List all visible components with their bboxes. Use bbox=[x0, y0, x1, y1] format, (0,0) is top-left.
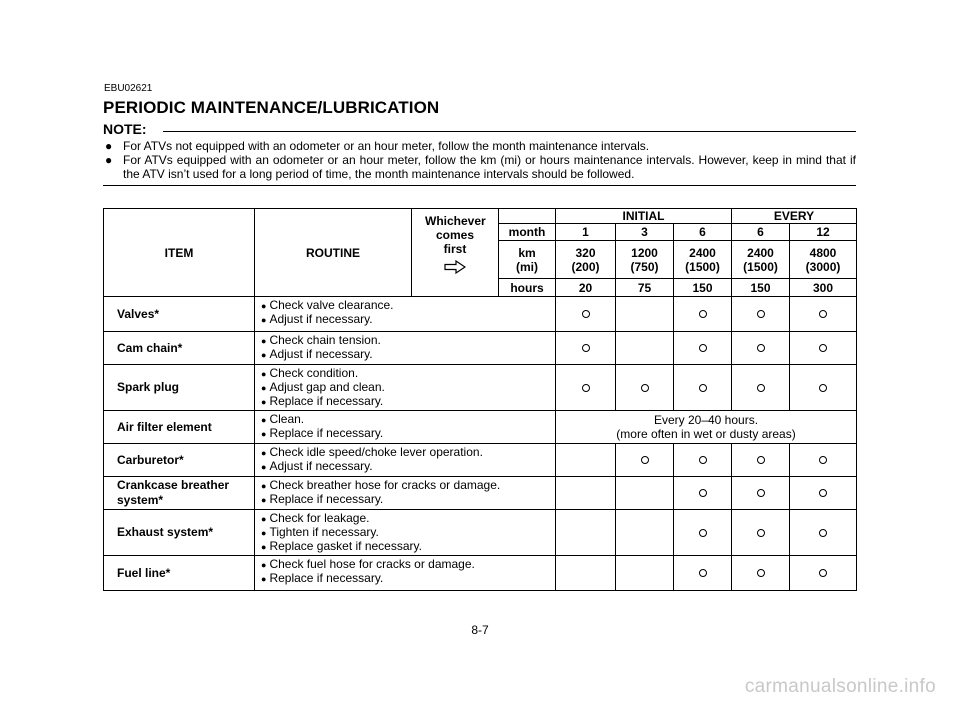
routine-text: Check valve clearance. bbox=[269, 298, 394, 312]
note-item bbox=[103, 153, 856, 181]
routine-line bbox=[261, 427, 555, 441]
header-whichever bbox=[412, 209, 499, 279]
routine-line bbox=[261, 334, 555, 348]
header-initial: INITIAL bbox=[556, 209, 732, 224]
routine-text: Check condition. bbox=[269, 366, 359, 380]
bullet-icon: ● bbox=[261, 336, 267, 346]
routine-text: Check for leakage. bbox=[269, 511, 370, 525]
routine-cell bbox=[255, 297, 556, 332]
routine-line bbox=[261, 540, 555, 554]
interval-cell bbox=[616, 444, 674, 477]
check-circle-icon bbox=[582, 384, 590, 392]
routine-cell bbox=[255, 510, 556, 556]
km-value: 1200 bbox=[631, 245, 658, 260]
check-circle-icon bbox=[757, 384, 765, 392]
routine-text: Tighten if necessary. bbox=[269, 525, 379, 539]
interval-cell bbox=[556, 332, 616, 365]
item-name: Fuel line* bbox=[104, 556, 255, 591]
check-circle-icon bbox=[819, 529, 827, 537]
note-label: NOTE: bbox=[103, 121, 147, 137]
interval-cell bbox=[556, 477, 616, 510]
interval-cell bbox=[616, 477, 674, 510]
km-value: 2400 bbox=[747, 245, 774, 260]
header-hours-2: 75 bbox=[616, 279, 674, 297]
routine-cell bbox=[255, 332, 556, 365]
bullet-icon: ● bbox=[105, 139, 113, 153]
table-row bbox=[104, 444, 857, 477]
km-value: 320 bbox=[575, 245, 596, 260]
table-row bbox=[104, 510, 857, 556]
check-circle-icon bbox=[757, 569, 765, 577]
header-whichever-foot bbox=[412, 279, 499, 297]
interval-cell bbox=[732, 510, 790, 556]
interval-note bbox=[556, 411, 857, 444]
check-circle-icon bbox=[641, 384, 649, 392]
item-name: Spark plug bbox=[104, 365, 255, 411]
interval-note-line: Every 20–40 hours. bbox=[653, 413, 759, 427]
bullet-icon: ● bbox=[261, 315, 267, 325]
routine-line bbox=[261, 381, 555, 395]
routine-line bbox=[261, 313, 555, 327]
routine-text: Replace gasket if necessary. bbox=[269, 539, 422, 553]
note-text: For ATVs equipped with an odometer or an hour meter, follow the km (mi) or hours maintenance intervals. However, keep in mind that if the ATV isn’t used for a long period of time, the month maintenance intervals should be followed. bbox=[123, 153, 856, 181]
interval-cell bbox=[790, 297, 857, 332]
watermark: carmanualsonline.info bbox=[744, 676, 936, 697]
interval-cell bbox=[616, 510, 674, 556]
bullet-icon: ● bbox=[261, 397, 267, 407]
header-km-5 bbox=[790, 241, 857, 279]
interval-cell bbox=[556, 365, 616, 411]
interval-cell bbox=[790, 556, 857, 591]
bullet-icon: ● bbox=[261, 429, 267, 439]
check-circle-icon bbox=[699, 569, 707, 577]
interval-cell bbox=[674, 477, 732, 510]
header-month-1: 1 bbox=[556, 224, 616, 241]
check-circle-icon bbox=[699, 384, 707, 392]
check-circle-icon bbox=[819, 384, 827, 392]
item-name: Exhaust system* bbox=[104, 510, 255, 556]
routine-text: Replace if necessary. bbox=[269, 492, 384, 506]
routine-text: Check fuel hose for cracks or damage. bbox=[269, 557, 475, 571]
header-month-4: 6 bbox=[732, 224, 790, 241]
header-km-1 bbox=[556, 241, 616, 279]
check-circle-icon bbox=[819, 310, 827, 318]
check-circle-icon bbox=[699, 529, 707, 537]
routine-text: Check chain tension. bbox=[269, 333, 381, 347]
maintenance-table bbox=[103, 208, 857, 591]
interval-cell bbox=[674, 556, 732, 591]
table-row bbox=[104, 332, 857, 365]
check-circle-icon bbox=[582, 344, 590, 352]
routine-cell bbox=[255, 411, 556, 444]
bullet-icon: ● bbox=[261, 514, 267, 524]
routine-line bbox=[261, 446, 555, 460]
header-km-3 bbox=[674, 241, 732, 279]
item-name: Carburetor* bbox=[104, 444, 255, 477]
interval-note-line: (more often in wet or dusty areas) bbox=[616, 427, 796, 441]
header-hours-1: 20 bbox=[556, 279, 616, 297]
routine-text: Adjust if necessary. bbox=[269, 312, 373, 326]
check-circle-icon bbox=[699, 489, 707, 497]
header-month-3: 6 bbox=[674, 224, 732, 241]
routine-text: Adjust if necessary. bbox=[269, 459, 373, 473]
routine-line bbox=[261, 512, 555, 526]
interval-cell bbox=[732, 332, 790, 365]
bullet-icon: ● bbox=[261, 574, 267, 584]
interval-cell bbox=[616, 365, 674, 411]
routine-text: Check breather hose for cracks or damage. bbox=[269, 478, 501, 492]
routine-line bbox=[261, 299, 555, 313]
bullet-icon: ● bbox=[261, 495, 267, 505]
bullet-icon: ● bbox=[261, 448, 267, 458]
check-circle-icon bbox=[757, 456, 765, 464]
interval-cell bbox=[790, 510, 857, 556]
routine-text: Clean. bbox=[269, 412, 305, 426]
interval-cell bbox=[674, 365, 732, 411]
interval-cell bbox=[732, 365, 790, 411]
note-bottom-rule bbox=[103, 185, 856, 186]
check-circle-icon bbox=[819, 456, 827, 464]
routine-line bbox=[261, 558, 555, 572]
check-circle-icon bbox=[699, 456, 707, 464]
mi-value: (1500) bbox=[743, 259, 778, 274]
check-circle-icon bbox=[699, 344, 707, 352]
header-routine: ROUTINE bbox=[255, 209, 412, 297]
interval-cell bbox=[616, 556, 674, 591]
interval-cell bbox=[674, 444, 732, 477]
bullet-icon: ● bbox=[261, 560, 267, 570]
check-circle-icon bbox=[819, 569, 827, 577]
check-circle-icon bbox=[757, 489, 765, 497]
km-value: 2400 bbox=[689, 245, 716, 260]
interval-cell bbox=[616, 297, 674, 332]
check-circle-icon bbox=[757, 310, 765, 318]
routine-line bbox=[261, 348, 555, 362]
bullet-icon: ● bbox=[261, 462, 267, 472]
interval-cell bbox=[732, 444, 790, 477]
bullet-icon: ● bbox=[261, 481, 267, 491]
right-arrow-outline-icon bbox=[444, 260, 466, 274]
routine-cell bbox=[255, 444, 556, 477]
mi-value: (200) bbox=[571, 259, 600, 274]
header-hours-4: 150 bbox=[732, 279, 790, 297]
item-name: Air filter element bbox=[104, 411, 255, 444]
note-text: For ATVs not equipped with an odometer or an hour meter, follow the month maintenance intervals. bbox=[123, 139, 650, 153]
header-item: ITEM bbox=[104, 209, 255, 297]
km-label: km bbox=[518, 245, 536, 260]
check-circle-icon bbox=[757, 344, 765, 352]
check-circle-icon bbox=[582, 310, 590, 318]
table-row bbox=[104, 297, 857, 332]
bullet-icon: ● bbox=[261, 528, 267, 538]
routine-line bbox=[261, 493, 555, 507]
mi-value: (750) bbox=[630, 259, 659, 274]
routine-line bbox=[261, 479, 555, 493]
routine-text: Adjust gap and clean. bbox=[269, 380, 385, 394]
routine-text: Check idle speed/choke lever operation. bbox=[269, 445, 483, 459]
check-circle-icon bbox=[699, 310, 707, 318]
routine-line bbox=[261, 413, 555, 427]
bullet-icon: ● bbox=[261, 369, 267, 379]
interval-cell bbox=[732, 556, 790, 591]
routine-text: Replace if necessary. bbox=[269, 571, 384, 585]
header-month-5: 12 bbox=[790, 224, 857, 241]
routine-text: Replace if necessary. bbox=[269, 426, 384, 440]
header-every: EVERY bbox=[732, 209, 857, 224]
item-name: Cam chain* bbox=[104, 332, 255, 365]
routine-cell bbox=[255, 556, 556, 591]
header-km-4 bbox=[732, 241, 790, 279]
interval-cell bbox=[674, 297, 732, 332]
routine-text: Replace if necessary. bbox=[269, 394, 384, 408]
table-row bbox=[104, 411, 857, 444]
bullet-icon: ● bbox=[261, 542, 267, 552]
table-row bbox=[104, 556, 857, 591]
item-name: Crankcase breather system* bbox=[104, 477, 255, 510]
interval-cell bbox=[790, 365, 857, 411]
mi-label: (mi) bbox=[516, 259, 538, 274]
header-km-label bbox=[499, 241, 556, 279]
check-circle-icon bbox=[641, 456, 649, 464]
km-value: 4800 bbox=[809, 245, 837, 260]
interval-cell bbox=[556, 297, 616, 332]
note-body bbox=[103, 139, 856, 181]
check-circle-icon bbox=[819, 489, 827, 497]
interval-cell bbox=[674, 510, 732, 556]
routine-line bbox=[261, 460, 555, 474]
routine-line bbox=[261, 526, 555, 540]
bullet-icon: ● bbox=[261, 383, 267, 393]
bullet-icon: ● bbox=[261, 301, 267, 311]
item-name: Valves* bbox=[104, 297, 255, 332]
header-hours-label: hours bbox=[499, 279, 556, 297]
interval-cell bbox=[790, 444, 857, 477]
interval-cell bbox=[556, 444, 616, 477]
table-row bbox=[104, 477, 857, 510]
interval-cell bbox=[556, 556, 616, 591]
interval-cell bbox=[732, 297, 790, 332]
header-hours-5: 300 bbox=[790, 279, 857, 297]
mi-value: (3000) bbox=[805, 259, 841, 274]
routine-line bbox=[261, 572, 555, 586]
interval-cell bbox=[790, 332, 857, 365]
header-month-2: 3 bbox=[616, 224, 674, 241]
interval-cell bbox=[732, 477, 790, 510]
routine-line bbox=[261, 367, 555, 381]
bullet-icon: ● bbox=[261, 415, 267, 425]
note-top-rule bbox=[163, 131, 856, 132]
note-item bbox=[103, 139, 856, 153]
whichever-label: Whichever comes first bbox=[425, 213, 486, 256]
routine-cell bbox=[255, 365, 556, 411]
page-title: PERIODIC MAINTENANCE/LUBRICATION bbox=[103, 98, 440, 117]
header-km-2 bbox=[616, 241, 674, 279]
interval-cell bbox=[616, 332, 674, 365]
interval-cell bbox=[790, 477, 857, 510]
mi-value: (1500) bbox=[685, 259, 720, 274]
bullet-icon: ● bbox=[261, 350, 267, 360]
check-circle-icon bbox=[819, 344, 827, 352]
table-row bbox=[104, 365, 857, 411]
routine-line bbox=[261, 395, 555, 409]
header-blank bbox=[499, 209, 556, 224]
routine-cell bbox=[255, 477, 556, 510]
page-number: 8-7 bbox=[471, 623, 489, 637]
header-month-label: month bbox=[499, 224, 556, 241]
bullet-icon: ● bbox=[105, 153, 113, 167]
routine-text: Adjust if necessary. bbox=[269, 347, 373, 361]
interval-cell bbox=[556, 510, 616, 556]
document-code: EBU02621 bbox=[104, 83, 153, 94]
check-circle-icon bbox=[757, 529, 765, 537]
header-hours-3: 150 bbox=[674, 279, 732, 297]
interval-cell bbox=[674, 332, 732, 365]
